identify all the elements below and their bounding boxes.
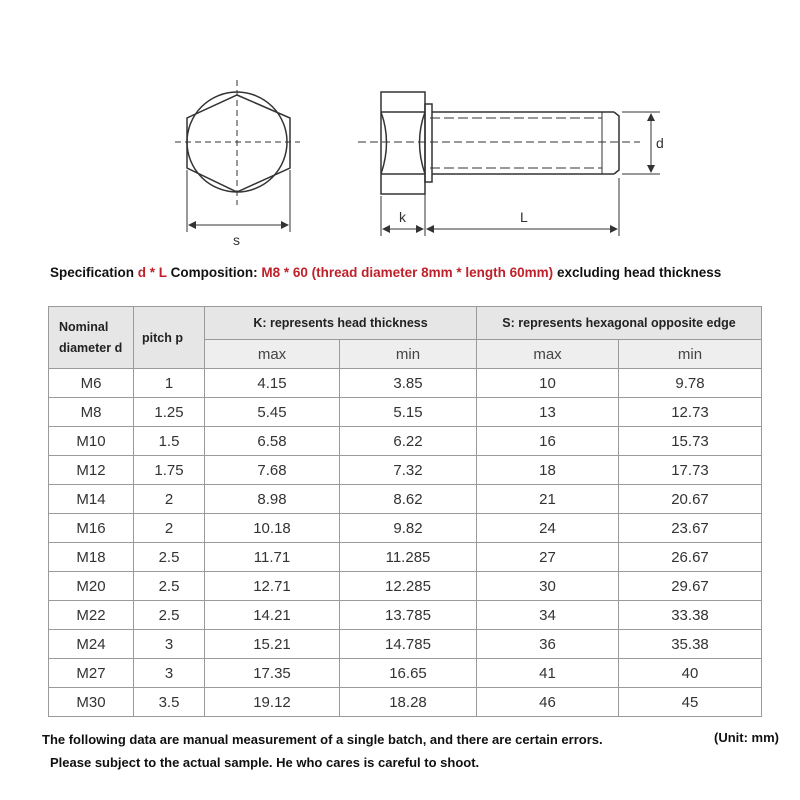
cell-k-max: 17.35 (205, 659, 340, 688)
cell-k-max: 12.71 (205, 572, 340, 601)
header-pitch: pitch p (134, 307, 205, 369)
spec-composition-label: Composition: (170, 265, 258, 280)
cell-k-min: 6.22 (340, 427, 477, 456)
table-row (49, 514, 762, 543)
spec-example: M8 * 60 (thread diameter 8mm * length 60mm) (261, 265, 554, 280)
header-s-max: max (477, 340, 619, 369)
cell-pitch: 2.5 (134, 543, 205, 572)
table-row (49, 456, 762, 485)
table-row (49, 659, 762, 688)
cell-s-min: 15.73 (619, 427, 762, 456)
table-row (49, 572, 762, 601)
cell-s-min: 17.73 (619, 456, 762, 485)
cell-s-min: 40 (619, 659, 762, 688)
cell-s-max: 27 (477, 543, 619, 572)
cell-pitch: 1.25 (134, 398, 205, 427)
cell-k-min: 13.785 (340, 601, 477, 630)
cell-s-max: 13 (477, 398, 619, 427)
cell-k-min: 9.82 (340, 514, 477, 543)
cell-pitch: 3 (134, 630, 205, 659)
cell-nominal: M16 (49, 514, 134, 543)
cell-k-max: 10.18 (205, 514, 340, 543)
cell-s-min: 20.67 (619, 485, 762, 514)
cell-pitch: 2 (134, 514, 205, 543)
cell-k-max: 5.45 (205, 398, 340, 427)
cell-k-min: 16.65 (340, 659, 477, 688)
table-row (49, 427, 762, 456)
spec-prefix: Specification (50, 265, 135, 280)
d-dimension-label: d (656, 135, 664, 151)
s-dimension-label: s (233, 232, 240, 248)
cell-nominal: M30 (49, 688, 134, 717)
cell-s-max: 46 (477, 688, 619, 717)
header-k-min: min (340, 340, 477, 369)
cell-pitch: 3 (134, 659, 205, 688)
cell-s-min: 12.73 (619, 398, 762, 427)
cell-k-min: 3.85 (340, 369, 477, 398)
cell-s-max: 21 (477, 485, 619, 514)
header-k-group: K: represents head thickness (205, 307, 477, 340)
cell-s-max: 36 (477, 630, 619, 659)
unit-label: (Unit: mm) (714, 730, 779, 745)
header-s-group: S: represents hexagonal opposite edge (477, 307, 762, 340)
cell-nominal: M10 (49, 427, 134, 456)
table-row (49, 688, 762, 717)
cell-pitch: 2.5 (134, 601, 205, 630)
measurement-note: The following data are manual measurement of a single batch, and there are certain errors. (42, 732, 603, 747)
header-nominal-diameter: Nominal diameter d (49, 307, 134, 369)
sample-note: Please subject to the actual sample. He who cares is careful to shoot. (50, 755, 480, 770)
bolt-diagram (0, 0, 800, 260)
cell-k-min: 12.285 (340, 572, 477, 601)
l-dimension-label: L (520, 209, 528, 225)
cell-pitch: 2.5 (134, 572, 205, 601)
bolt-spec-table (48, 306, 762, 717)
cell-pitch: 1.75 (134, 456, 205, 485)
table-row (49, 398, 762, 427)
cell-k-max: 14.21 (205, 601, 340, 630)
cell-s-min: 33.38 (619, 601, 762, 630)
cell-s-min: 29.67 (619, 572, 762, 601)
cell-k-max: 7.68 (205, 456, 340, 485)
header-s-min: min (619, 340, 762, 369)
cell-nominal: M14 (49, 485, 134, 514)
cell-k-max: 15.21 (205, 630, 340, 659)
cell-nominal: M27 (49, 659, 134, 688)
cell-s-min: 23.67 (619, 514, 762, 543)
cell-k-max: 4.15 (205, 369, 340, 398)
cell-k-max: 6.58 (205, 427, 340, 456)
cell-s-min: 9.78 (619, 369, 762, 398)
cell-s-min: 35.38 (619, 630, 762, 659)
table-row (49, 543, 762, 572)
cell-s-max: 18 (477, 456, 619, 485)
table-body (49, 369, 762, 717)
cell-s-max: 24 (477, 514, 619, 543)
cell-k-min: 5.15 (340, 398, 477, 427)
header-k-max: max (205, 340, 340, 369)
cell-s-min: 26.67 (619, 543, 762, 572)
cell-nominal: M12 (49, 456, 134, 485)
k-dimension-label: k (399, 209, 406, 225)
cell-nominal: M18 (49, 543, 134, 572)
cell-s-max: 16 (477, 427, 619, 456)
cell-nominal: M24 (49, 630, 134, 659)
cell-k-min: 7.32 (340, 456, 477, 485)
cell-pitch: 2 (134, 485, 205, 514)
spec-formula: d * L (137, 265, 167, 280)
cell-k-min: 18.28 (340, 688, 477, 717)
specification-line (50, 265, 721, 280)
cell-pitch: 3.5 (134, 688, 205, 717)
cell-s-max: 30 (477, 572, 619, 601)
cell-nominal: M22 (49, 601, 134, 630)
cell-s-min: 45 (619, 688, 762, 717)
cell-k-max: 8.98 (205, 485, 340, 514)
table-row (49, 601, 762, 630)
spec-suffix: excluding head thickness (556, 265, 722, 280)
table-row (49, 369, 762, 398)
cell-k-min: 14.785 (340, 630, 477, 659)
cell-s-max: 10 (477, 369, 619, 398)
cell-k-max: 11.71 (205, 543, 340, 572)
cell-s-max: 34 (477, 601, 619, 630)
cell-nominal: M20 (49, 572, 134, 601)
hex-head-front-view (175, 80, 300, 232)
table-row (49, 485, 762, 514)
cell-k-min: 11.285 (340, 543, 477, 572)
cell-pitch: 1.5 (134, 427, 205, 456)
cell-s-max: 41 (477, 659, 619, 688)
cell-nominal: M6 (49, 369, 134, 398)
cell-k-min: 8.62 (340, 485, 477, 514)
table-row (49, 630, 762, 659)
cell-nominal: M8 (49, 398, 134, 427)
cell-pitch: 1 (134, 369, 205, 398)
cell-k-max: 19.12 (205, 688, 340, 717)
